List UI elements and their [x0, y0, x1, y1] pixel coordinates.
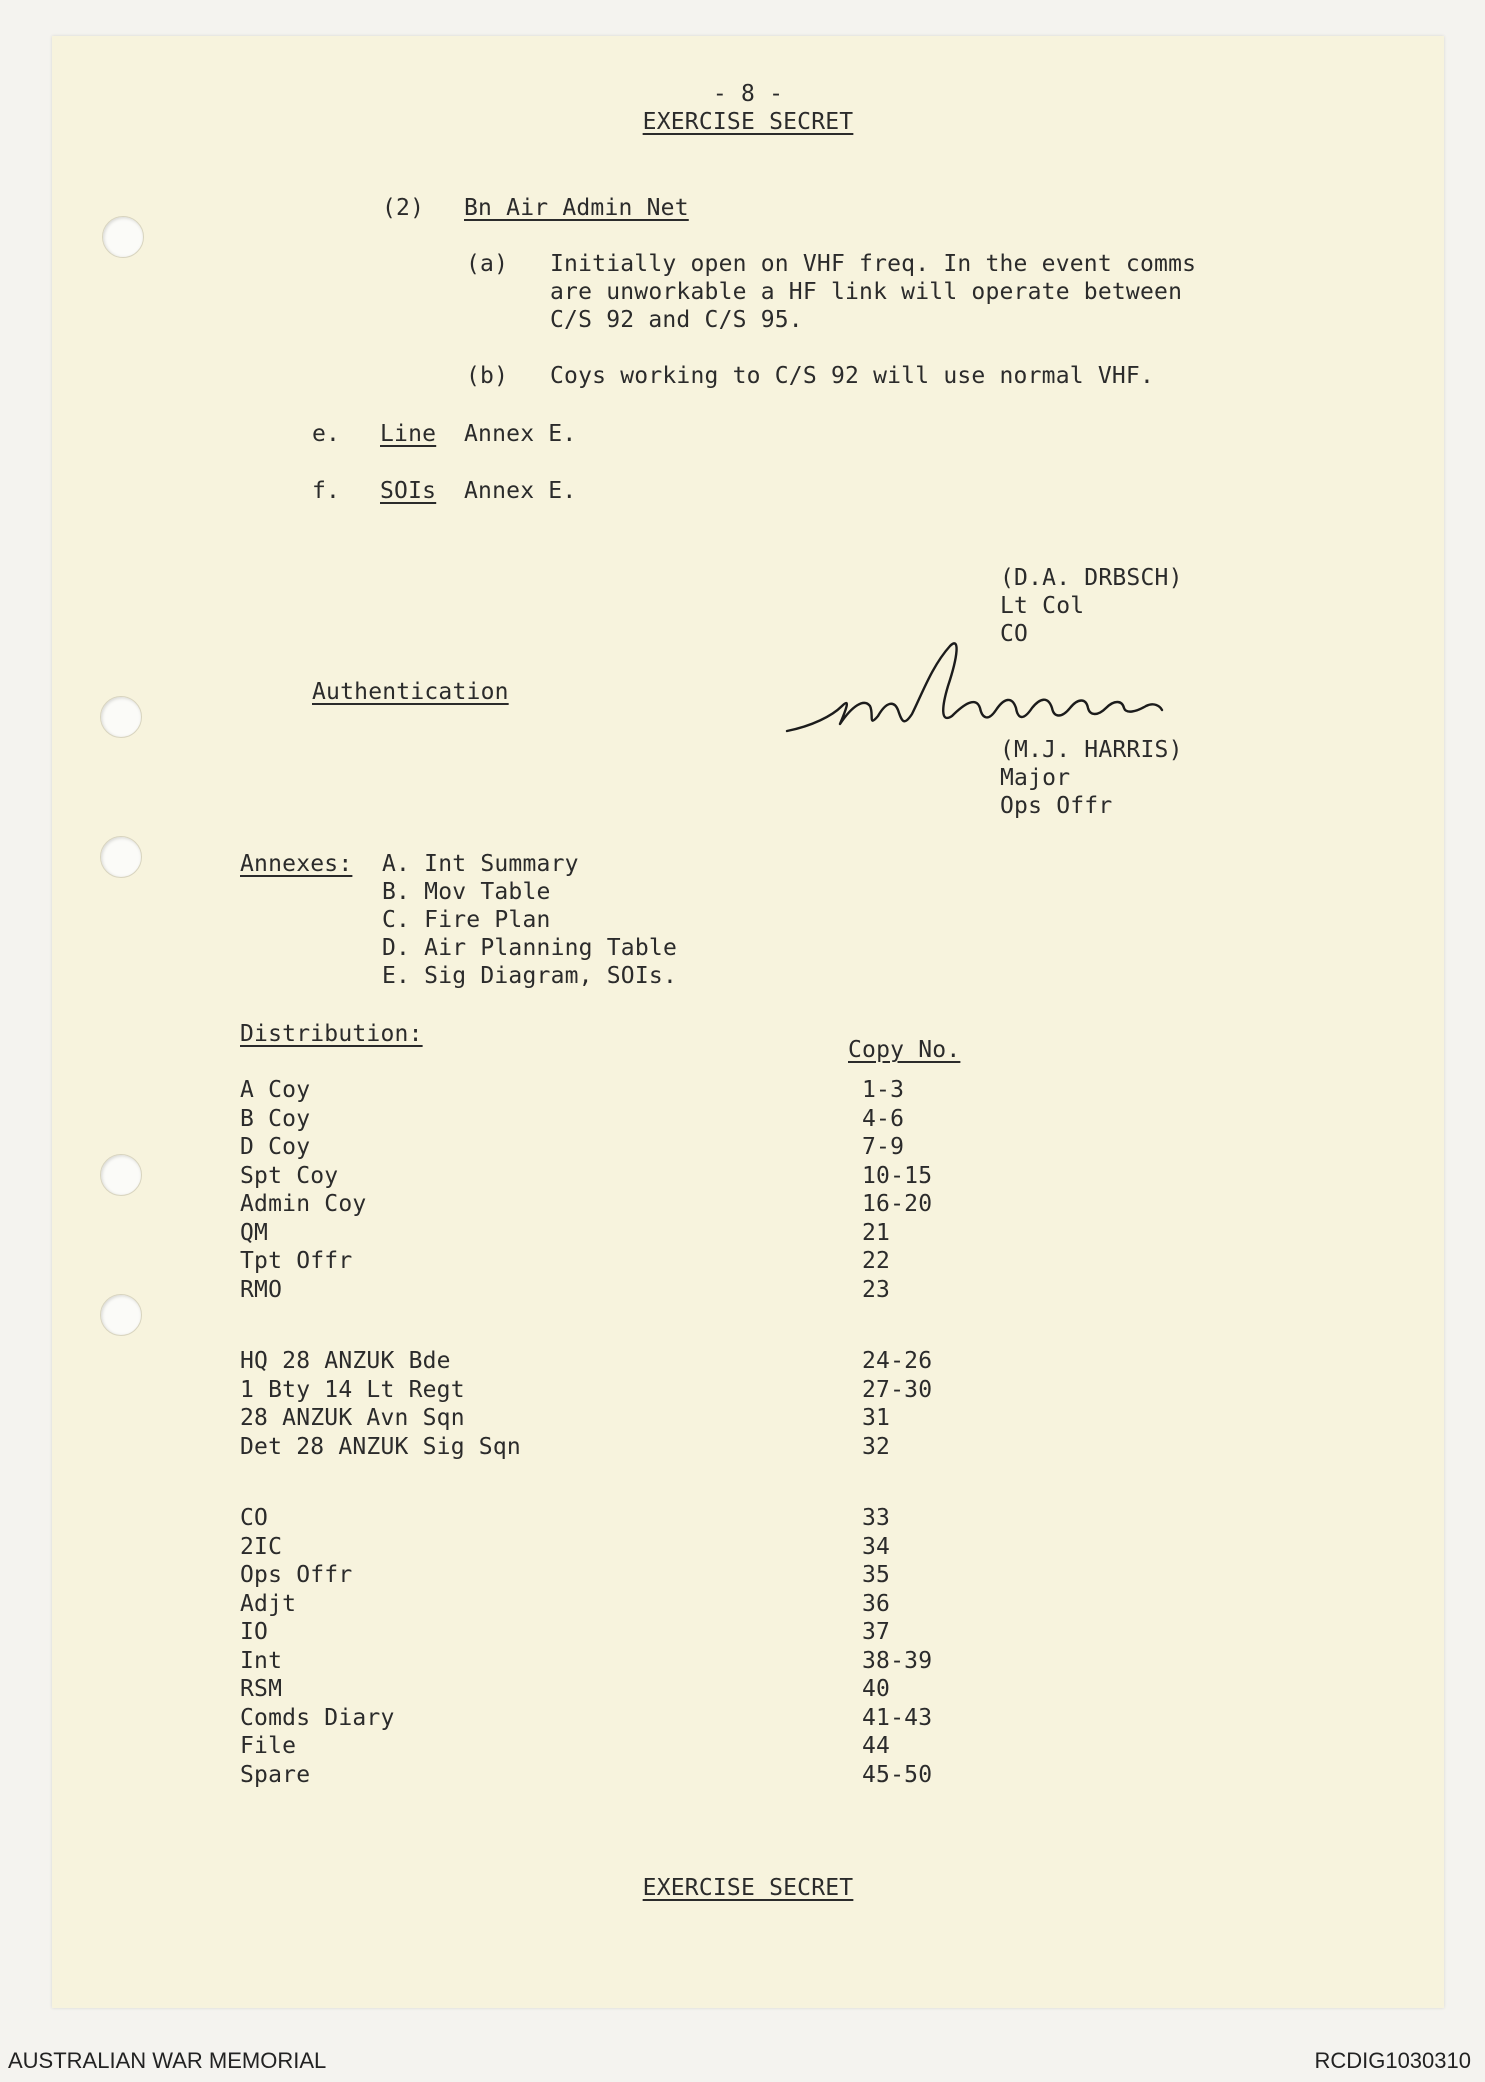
annex-item: E. Sig Diagram, SOIs.	[382, 963, 677, 989]
section-number: (2)	[382, 195, 425, 221]
distribution-copy-no: 24-26	[862, 1348, 933, 1374]
distribution-unit: QM	[240, 1219, 269, 1246]
distribution-unit: Comds Diary	[240, 1704, 395, 1731]
para-title-sois: SOIs	[380, 478, 437, 504]
distribution-unit: Spt Coy	[240, 1162, 339, 1189]
distribution-copy-no: 44	[862, 1733, 891, 1759]
distribution-unit: IO	[240, 1619, 269, 1645]
distribution-copy-no: 27-30	[862, 1376, 933, 1403]
distribution-copy-no: 37	[862, 1619, 891, 1645]
annex-item: D. Air Planning Table	[382, 935, 677, 961]
authentication-label: Authentication	[312, 679, 509, 705]
distribution-copy-no: 36	[862, 1590, 891, 1617]
footer-classification: EXERCISE SECRET	[642, 1875, 854, 1901]
distribution-unit: D Coy	[240, 1134, 311, 1160]
distribution-copy-no: 33	[862, 1505, 891, 1531]
para-letter-e: e.	[312, 421, 341, 447]
distribution-unit: Adjt	[240, 1590, 297, 1617]
para-text-sois: Annex E.	[464, 478, 577, 504]
distribution-copy-no: 32	[862, 1433, 891, 1460]
document-page	[52, 36, 1444, 2008]
punch-hole-2	[100, 696, 142, 738]
subpara-label-b: (b)	[466, 363, 509, 389]
punch-hole-3	[100, 836, 142, 878]
signatory-1-appt: CO	[1000, 621, 1029, 647]
annex-item: A. Int Summary	[382, 851, 579, 877]
signatory-1-rank: Lt Col	[1000, 593, 1085, 619]
distribution-unit: Admin Coy	[240, 1191, 367, 1217]
distribution-unit: A Coy	[240, 1077, 311, 1103]
archive-footer-right: RCDIG1030310	[1314, 2048, 1471, 2073]
distribution-copy-no: 22	[862, 1248, 891, 1274]
distribution-unit: 2IC	[240, 1533, 283, 1560]
copy-no-header: Copy No.	[848, 1037, 961, 1063]
distribution-copy-no: 41-43	[862, 1704, 933, 1731]
distribution-copy-no: 4-6	[862, 1105, 905, 1132]
subpara-b-line-1: Coys working to C/S 92 will use normal VHF.	[550, 363, 1155, 389]
distribution-unit: B Coy	[240, 1105, 311, 1132]
distribution-unit: Det 28 ANZUK Sig Sqn	[240, 1433, 521, 1460]
header-classification: EXERCISE SECRET	[642, 109, 854, 135]
section-title: Bn Air Admin Net	[464, 195, 689, 221]
signatory-2-name: (M.J. HARRIS)	[1000, 737, 1183, 763]
distribution-copy-no: 40	[862, 1676, 891, 1702]
distribution-unit: Ops Offr	[240, 1562, 353, 1588]
signatory-1-name: (D.A. DRBSCH)	[1000, 565, 1183, 591]
distribution-copy-no: 23	[862, 1276, 891, 1303]
para-title-line: Line	[380, 421, 437, 447]
distribution-label: Distribution:	[240, 1021, 423, 1047]
punch-hole-4	[100, 1154, 142, 1196]
distribution-unit: RMO	[240, 1276, 283, 1303]
distribution-copy-no: 34	[862, 1533, 891, 1560]
distribution-unit: 28 ANZUK Avn Sqn	[240, 1405, 465, 1431]
signatory-2-appt: Ops Offr	[1000, 793, 1113, 819]
handwritten-signature	[782, 636, 1222, 746]
distribution-unit: File	[240, 1733, 297, 1759]
distribution-copy-no: 35	[862, 1562, 891, 1588]
subpara-label-a: (a)	[466, 251, 509, 277]
distribution-copy-no: 38-39	[862, 1647, 933, 1674]
distribution-unit: CO	[240, 1505, 269, 1531]
signatory-2-rank: Major	[1000, 765, 1071, 791]
distribution-unit: HQ 28 ANZUK Bde	[240, 1348, 451, 1374]
distribution-copy-no: 10-15	[862, 1162, 933, 1189]
archive-footer-left: AUSTRALIAN WAR MEMORIAL	[8, 2048, 327, 2073]
annex-item: B. Mov Table	[382, 879, 551, 905]
distribution-unit: 1 Bty 14 Lt Regt	[240, 1376, 465, 1403]
distribution-unit: Tpt Offr	[240, 1248, 353, 1274]
distribution-copy-no: 1-3	[862, 1077, 905, 1103]
distribution-copy-no: 45-50	[862, 1761, 933, 1788]
para-text-line: Annex E.	[464, 421, 577, 447]
subpara-a-line-3: C/S 92 and C/S 95.	[550, 307, 803, 333]
subpara-a-line-1: Initially open on VHF freq. In the event comms	[550, 251, 1197, 277]
punch-hole-1	[102, 216, 144, 258]
distribution-list	[240, 1076, 1040, 1836]
punch-hole-5	[100, 1294, 142, 1336]
annexes-label: Annexes:	[240, 851, 353, 877]
distribution-copy-no: 7-9	[862, 1134, 905, 1160]
page-number: - 8 -	[712, 81, 784, 107]
distribution-copy-no: 31	[862, 1405, 891, 1431]
distribution-unit: RSM	[240, 1676, 283, 1702]
distribution-copy-no: 16-20	[862, 1191, 933, 1217]
para-letter-f: f.	[312, 478, 341, 504]
distribution-copy-no: 21	[862, 1219, 891, 1246]
distribution-unit: Int	[240, 1647, 283, 1674]
subpara-a-line-2: are unworkable a HF link will operate between	[550, 279, 1183, 305]
distribution-unit: Spare	[240, 1761, 311, 1788]
annex-item: C. Fire Plan	[382, 907, 551, 933]
